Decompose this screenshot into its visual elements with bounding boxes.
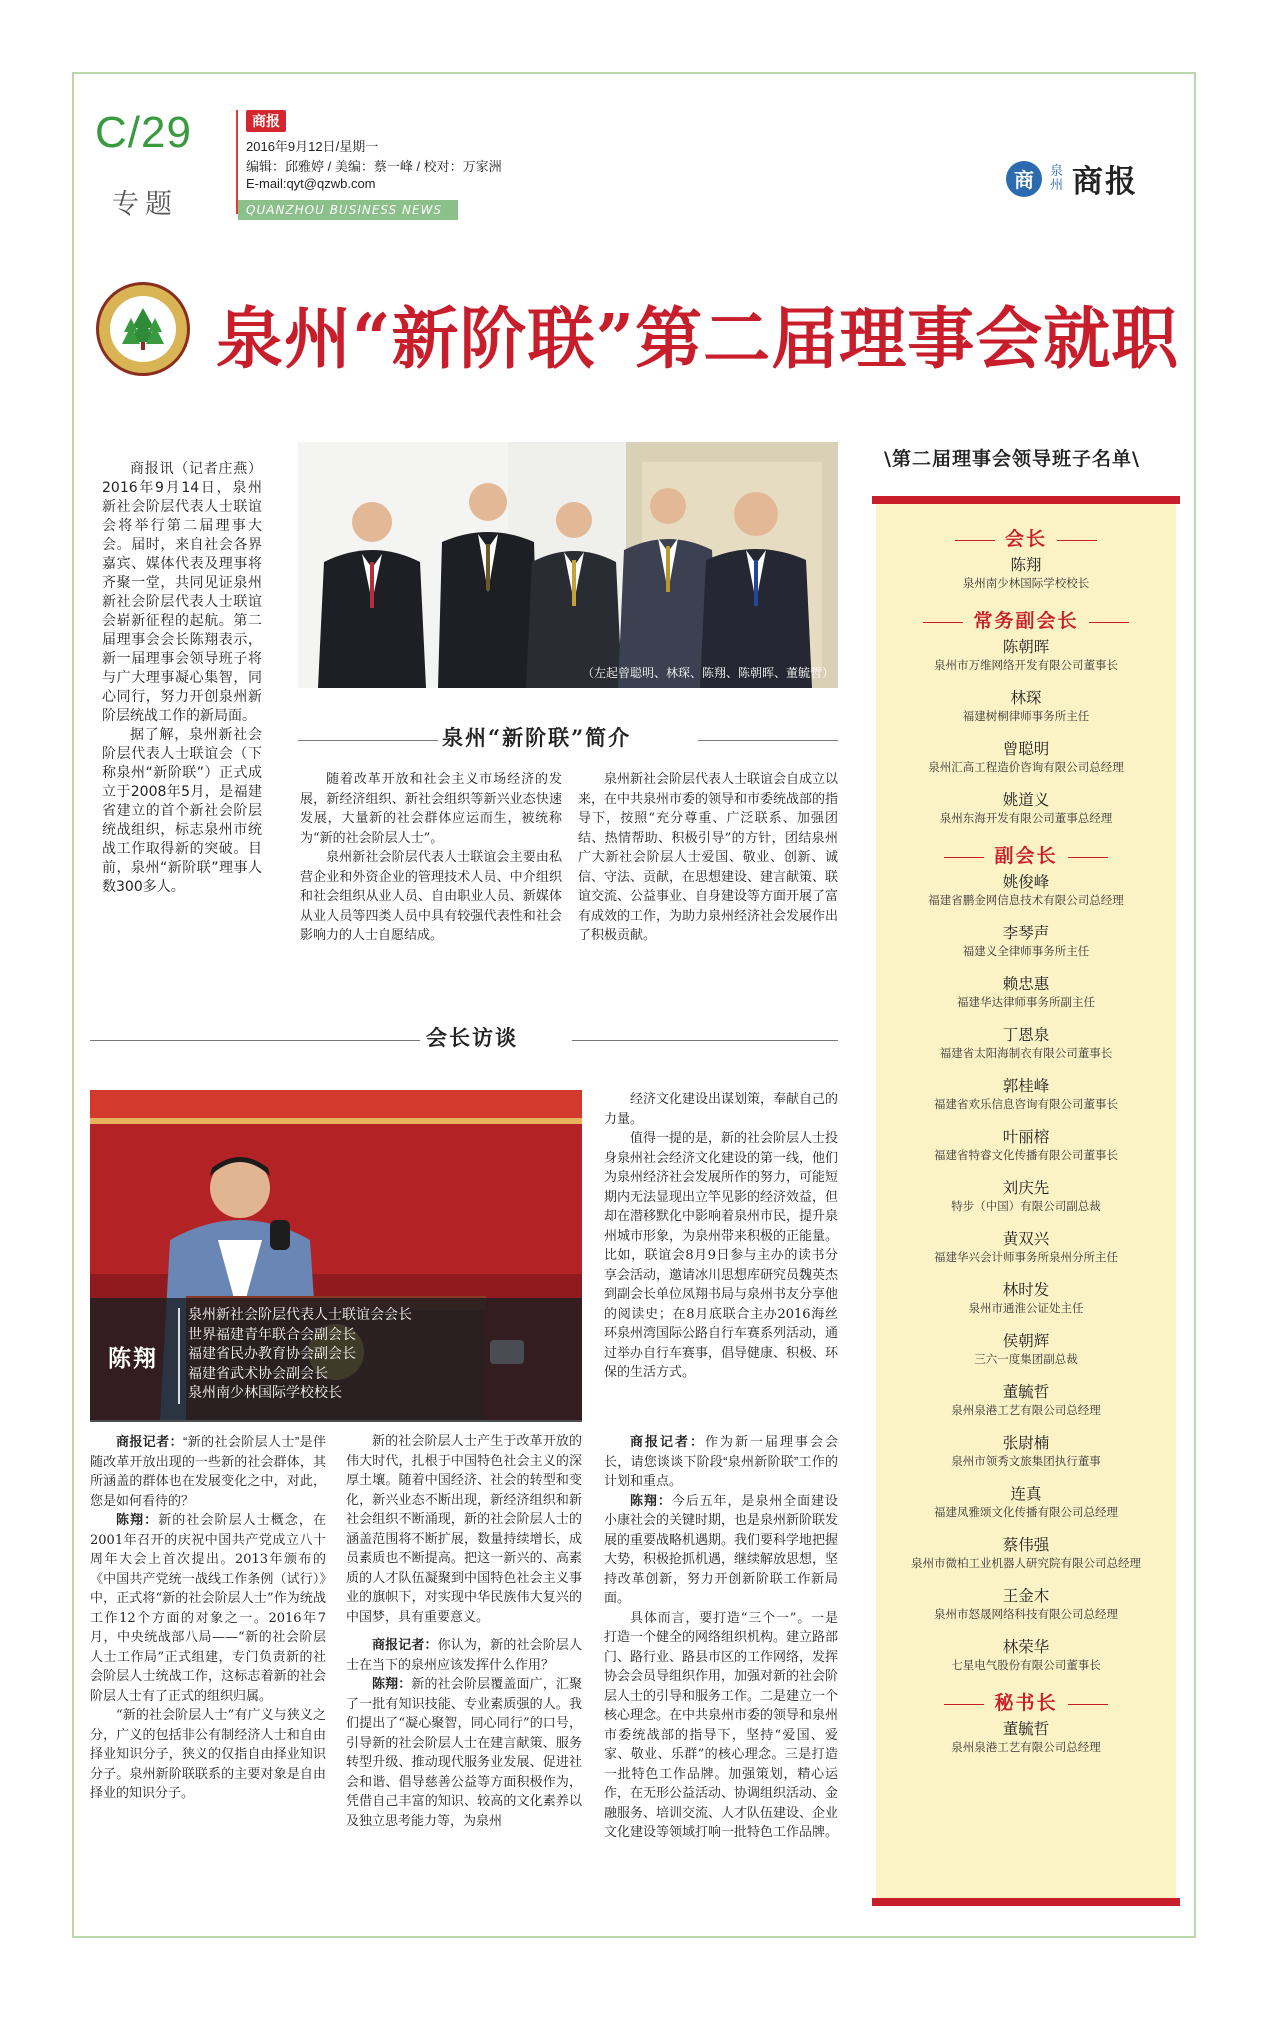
editors-line: 编辑：邱雅婷 / 美编：蔡一峰 / 校对：万家洲: [246, 159, 502, 174]
role-heading: [876, 1688, 1176, 1715]
question-text: 你认为，新的社会阶层人士在当下的泉州应该发挥什么作用？: [346, 1637, 582, 1672]
member-name: 叶丽榕: [1002, 1128, 1050, 1146]
answer-label: 陈翔：: [116, 1512, 159, 1527]
question-label: 商报记者：: [116, 1434, 183, 1449]
member-organization: 泉州泉港工艺有限公司总经理: [951, 1740, 1101, 1754]
question-label: 商报记者：: [372, 1637, 438, 1652]
section-rule: [572, 1040, 838, 1041]
member-organization: 泉州市万维网络开发有限公司董事长: [934, 658, 1118, 672]
question-label: 商报记者：: [630, 1434, 705, 1449]
member-organization: 泉州汇高工程造价咨询有限公司总经理: [928, 760, 1124, 774]
member-organization: 泉州南少林国际学校校长: [962, 576, 1090, 590]
interviewee-titles: [188, 1306, 412, 1404]
leadership-title: \第二届理事会领导班子名单\: [884, 448, 1140, 470]
member-name: 赖忠惠: [1002, 975, 1050, 993]
brand-name: 商报: [1072, 164, 1138, 200]
role-label: 常务副会长: [973, 610, 1079, 632]
member-organization: 福建省特睿文化传播有限公司董事长: [934, 1148, 1118, 1162]
member-name: 连真: [1010, 1485, 1042, 1503]
answer-text: 今后五年，是泉州全面建设小康社会的关键时期，也是泉州新阶联发展的重要战略机遇期。我们要科学地把握大势，积极抢抓机遇，继续解放思想，坚持改革创新，努力开创新阶联工作新局面。: [604, 1493, 839, 1606]
member-name: 刘庆先: [1002, 1179, 1050, 1197]
page-number: C/29: [95, 108, 192, 157]
header-divider: [236, 110, 238, 214]
interview-paragraph: 值得一提的是，新的社会阶层人士投身泉州社会经济文化建设的第一线，他们为泉州经济社会发展所作的努力，可能短期内无法显现出立竿见影的经济效益，但却在潜移默化中影响着泉州市民，提升泉州城市形象，为泉州带来积极的正能量。比如，联谊会8月9日参与主办的读书分享会活动，邀请冰川思想库研究员魏英杰到副会长单位凤翔书局与泉州书友分享他的阅读史；在8月底联合主办2016海丝环泉州湾国际公路自行车赛系列活动，通过举办自行车赛事，倡导健康、积极、环保的生活方式。: [604, 1131, 839, 1380]
member-organization: 七星电气股份有限公司董事长: [951, 1658, 1101, 1672]
english-band: QUANZHOU BUSINESS NEWS: [238, 200, 458, 220]
answer-label: 陈翔：: [372, 1676, 412, 1691]
member-name: 董毓哲: [1002, 1383, 1050, 1401]
member-organization: 泉州泉港工艺有限公司总经理: [951, 1403, 1101, 1417]
question-text: 作为新一届理事会会长，请您谈谈下阶段“泉州新阶联”工作的计划和重点。: [604, 1434, 838, 1488]
title-line: 泉州新社会阶层代表人士联谊会会长: [188, 1307, 412, 1323]
lead-paragraph: 商报讯（记者庄燕）2016年9月14日，泉州新社会阶层代表人士联谊会将举行第二届理事大会。届时，来自社会各界嘉宾、媒体代表及理事将齐聚一堂，共同见证泉州新社会阶层代表人士联谊会崭新征程的起航。第二届理事会会长陈翔表示，新一届理事会领导班子将与广大理事凝心集智，同心同行，努力开创泉州新阶层统战工作的新局面。: [102, 461, 262, 724]
panel-top-bar: [872, 496, 1180, 504]
role-label: 秘书长: [994, 1692, 1058, 1714]
member-organization: 泉州市怒晟网络科技有限公司总经理: [934, 1607, 1118, 1621]
headline: 泉州“新阶联”第二届理事会就职: [216, 299, 1180, 378]
member-name: 丁恩泉: [1002, 1026, 1050, 1044]
member-name: 林时发: [1002, 1281, 1050, 1299]
member-name: 姚道义: [1002, 791, 1050, 809]
member-name: 蔡伟强: [1002, 1536, 1050, 1554]
member-organization: 福建省太阳海制衣有限公司董事长: [939, 1046, 1113, 1060]
intro-paragraph: 随着改革开放和社会主义市场经济的发展，新经济组织、新社会组织等新兴业态快速发展，大量新的社会群体应运而生，被统称为“新的社会阶层人士”。: [300, 772, 562, 846]
member-organization: 福建省欢乐信息咨询有限公司董事长: [934, 1097, 1118, 1111]
member-name: 郭桂峰: [1002, 1077, 1050, 1095]
interview-title: 会长访谈: [426, 1025, 518, 1050]
intro-paragraph: 泉州新社会阶层代表人士联谊会自成立以来，在中共泉州市委的领导和市委统战部的指导下，按照“充分尊重、广泛联系、加强团结、热情帮助、积极引导”的方针，团结泉州广大新社会阶层人士爱国、敬业、创新、诚信、守法、贡献，在思想建设、建言献策、联谊交流、公益事业、自身建设等方面开展了富有成效的工作，为助力泉州经济社会发展作出了积极贡献。: [578, 772, 839, 943]
member-organization: 泉州市领秀文旅集团执行董事: [951, 1454, 1101, 1468]
name-divider: [178, 1308, 180, 1404]
member-name: 董毓哲: [1002, 1720, 1050, 1738]
member-name: 林荣华: [1002, 1638, 1050, 1656]
section-label: 专题: [112, 189, 178, 220]
title-line: 福建省民办教育协会副会长: [188, 1346, 356, 1363]
member-name: 林琛: [1010, 689, 1042, 707]
title-line: 福建省武术协会副会长: [188, 1365, 328, 1382]
answer-text: 具体而言，要打造“三个一”。一是打造一个健全的网络组织机构。建立路部门、路行业、路县市区的工作网络，发挥协会会员导组织作用，加强对新的社会阶层人士的引导和服务工作。二是建立一个核心理念。在中共泉州市委的领导和泉州市委统战部的指导下，坚持“爱国、爱家、敬业、乐群”的核心理念。三是打造一批特色工作品牌。加强策划，精心运作，在无形公益活动、协调组织活动、金融服务、培训交流、人才队伍建设、企业文化建设等领域打响一批特色工作品牌。: [604, 1610, 839, 1840]
question-text: “新的社会阶层人士”是伴随改革开放出现的一些新的社会群体，其所涵盖的群体也在发展变化之中，对此，您是如何看待的？: [90, 1434, 326, 1508]
association-emblem-icon: [96, 282, 190, 376]
member-name: 陈朝晖: [1002, 638, 1050, 656]
brand-logo: [1006, 156, 1138, 201]
member-name: 李琴声: [1002, 924, 1050, 942]
member-organization: 泉州市通淮公证处主任: [968, 1301, 1084, 1315]
date-line: 2016年9月12日/星期一: [246, 139, 379, 154]
member-organization: 特步（中国）有限公司副总裁: [951, 1199, 1101, 1213]
paper-logo: 商报: [246, 110, 286, 132]
member-organization: 泉州东海开发有限公司董事总经理: [939, 811, 1113, 825]
role-label: 会长: [1004, 528, 1047, 550]
answer-label: 陈翔：: [630, 1492, 672, 1508]
interview-right-column-top: [604, 1090, 838, 1383]
lead-article: [102, 460, 262, 897]
member-name: 王金木: [1002, 1587, 1050, 1605]
leadership-list: [876, 516, 1176, 1770]
intro-column-right: [578, 770, 838, 946]
answer-text: “新的社会阶层人士”有广义与狭义之分，广义的包括非公有制经济人士和自由择业知识分子，狭义的仅指自由择业知识分子。泉州新阶联联系的主要对象是自由择业的知识分子。: [90, 1708, 326, 1801]
section-rule: [698, 740, 838, 741]
member-name: 侯朝辉: [1002, 1332, 1050, 1350]
role-heading: [876, 606, 1176, 633]
interview-paragraph: 经济文化建设出谋划策，奉献自己的力量。: [604, 1092, 839, 1127]
group-photo: [298, 442, 838, 688]
role-label: 副会长: [994, 845, 1058, 867]
interviewee-name: 陈翔: [108, 1346, 158, 1372]
member-organization: 福建义全律师事务所主任: [962, 944, 1090, 958]
interview-column-3: [604, 1432, 838, 1843]
email-line: E-mail:qyt@qzwb.com: [246, 176, 376, 191]
member-organization: 福建凤雅颂文化传播有限公司总经理: [934, 1505, 1118, 1519]
photo-caption: （左起曾聪明、林琛、陈翔、陈朝晖、董毓哲）: [582, 666, 835, 680]
member-name: 姚俊峰: [1002, 873, 1050, 891]
intro-title: 泉州“新阶联”简介: [442, 725, 632, 750]
interview-column-2: [346, 1432, 582, 1831]
member-organization: 福建树桐律师事务所主任: [962, 709, 1090, 723]
interview-column-1: [90, 1432, 326, 1804]
member-organization: 福建华达律师事务所副主任: [957, 995, 1095, 1009]
member-organization: 福建华兴会计师事务所泉州分所主任: [934, 1250, 1118, 1264]
brand-circle-icon: 商: [1006, 161, 1042, 197]
answer-text: 新的社会阶层人士概念，在2001年召开的庆祝中国共产党成立八十周年大会上首次提出。2013年颁布的《中国共产党统一战线工作条例（试行）》中，正式将“新的社会阶层人士”作为统战工作12个方面的对象之一。2016年7月，中央统战部八局——“新的社会阶层人士工作局”正式组建，专门负责新的社会阶层人士统战工作，这标志着新的社会阶层人士有了正式的组织归属。: [90, 1513, 326, 1704]
answer-text: 新的社会阶层人士产生于改革开放的伟大时代，扎根于中国特色社会主义的深厚土壤。随着中国经济、社会的转型和变化，新兴业态不断出现，新经济组织和新社会组织不断涌现，新的社会阶层人士的涵盖范围将不断扩展，数量持续增长，成员素质也不断提高。把这一新兴的、高素质的人才队伍凝聚到中国特色社会主义事业的旗帜下，对实现中华民族伟大复兴的中国梦，具有重要意义。: [346, 1434, 582, 1625]
role-heading: [876, 524, 1176, 551]
lead-paragraph: 据了解，泉州新社会阶层代表人士联谊会（下称泉州“新阶联”）正式成立于2008年5月，是福建省建立的首个新社会阶层统战组织，标志泉州市统战工作取得新的突破。目前，泉州“新阶联”理事人数300多人。: [102, 727, 262, 895]
member-name: 张尉楠: [1002, 1434, 1050, 1452]
member-name: 陈翔: [1010, 556, 1042, 574]
role-heading: [876, 841, 1176, 868]
title-line: 泉州南少林国际学校校长: [188, 1385, 342, 1402]
panel-bottom-bar: [872, 1898, 1180, 1906]
member-name: 曾聪明: [1002, 740, 1050, 758]
answer-text: 新的社会阶层覆盖面广，汇聚了一批有知识技能、专业素质强的人。我们提出了“凝心聚智，同心同行”的口号，引导新的社会阶层人士在建言献策、服务转型升级、推动现代服务业发展、促进社会和谐、倡导慈善公益等方面积极作为，凭借自己丰富的知识、较高的文化素养以及独立思考能力等，为泉州: [346, 1677, 582, 1829]
title-line: 世界福建青年联合会副会长: [188, 1326, 356, 1343]
member-organization: 三六一度集团副总裁: [974, 1352, 1078, 1366]
member-name: 黄双兴: [1002, 1230, 1050, 1248]
section-rule: [298, 740, 438, 741]
member-organization: 福建省鹏金网信息技术有限公司总经理: [928, 893, 1124, 907]
intro-column-left: [300, 770, 562, 946]
section-rule: [90, 1040, 420, 1041]
brand-city: 泉州: [1050, 163, 1064, 193]
member-organization: 泉州市微柏工业机器人研究院有限公司总经理: [911, 1556, 1141, 1570]
intro-paragraph: 泉州新社会阶层代表人士联谊会主要由私营企业和外资企业的管理技术人员、中介组织和社会组织从业人员、自由职业人员、新媒体从业人员等四类人员中具有较强代表性和社会影响力的人士自愿结成。: [300, 850, 562, 943]
